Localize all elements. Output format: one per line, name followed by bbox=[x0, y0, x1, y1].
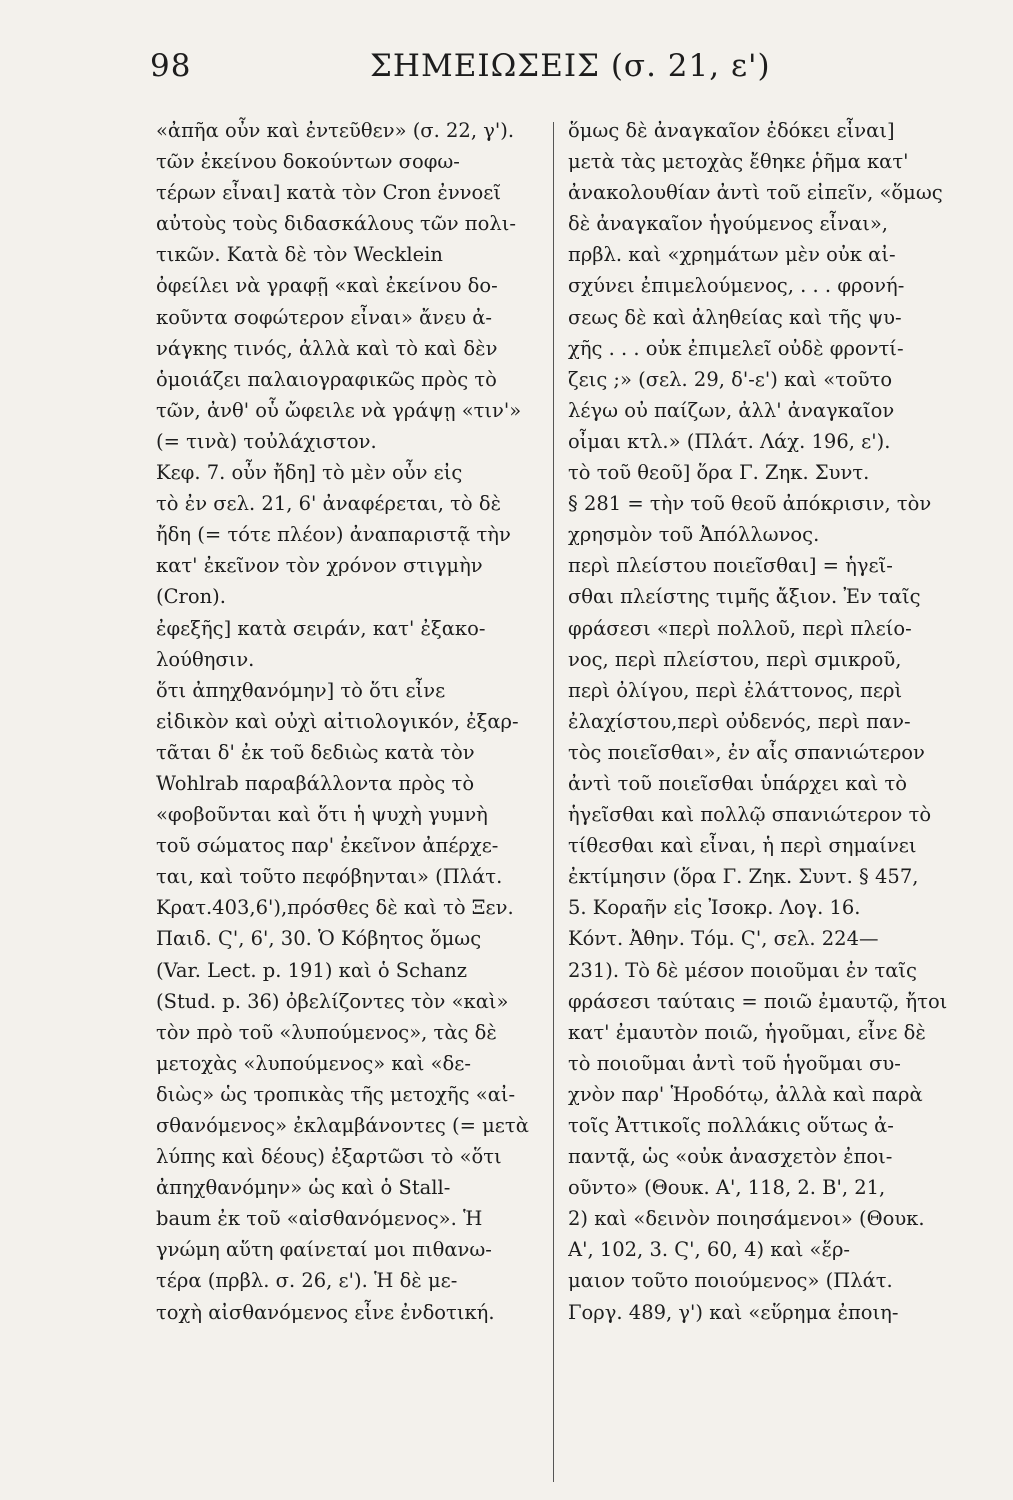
text-line: χῆς . . . οὐκ ἐπιμελεῖ οὐδὲ φροντί- bbox=[568, 336, 904, 360]
text-line: 2) καὶ «δεινὸν ποιησάμενοι» (Θουκ. bbox=[568, 1207, 925, 1231]
text-line: τοῖς Ἀττικοῖς πολλάκις οὕτως ἀ- bbox=[568, 1114, 894, 1137]
text-line: σθανόμενος» ἐκλαμβάνοντες (= μετὰ bbox=[156, 1114, 529, 1137]
text-line: ὅμως δὲ ἀναγκαῖον ἐδόκει εἶναι] bbox=[568, 119, 895, 142]
text-line: τὸ ἐν σελ. 21, 6' ἀναφέρεται, τὸ δὲ bbox=[156, 492, 502, 516]
text-line: ὁμοιάζει παλαιογραφικῶς πρὸς τὸ bbox=[156, 367, 497, 391]
text-line: «φοβοῦνται καὶ ὅτι ἡ ψυχὴ γυμνὴ bbox=[156, 803, 488, 827]
text-line: τὸ τοῦ θεοῦ] ὅρα Γ. Ζηκ. Συντ. bbox=[568, 461, 870, 485]
text-line: τὸ ποιοῦμαι ἀντὶ τοῦ ἡγοῦμαι συ- bbox=[568, 1051, 901, 1075]
text-line: μαιον τοῦτο ποιούμενος» (Πλάτ. bbox=[568, 1269, 893, 1293]
page-header bbox=[150, 48, 940, 96]
text-line: λύπης καὶ δέους) ἐξαρτῶσι τὸ «ὅτι bbox=[156, 1145, 502, 1169]
text-line: κοῦντα σοφώτερον εἶναι» ἄνευ ἀ- bbox=[156, 305, 493, 329]
text-line: ται, καὶ τοῦτο πεφόβηνται» (Πλάτ. bbox=[156, 865, 503, 889]
text-line: πρβλ. καὶ «χρημάτων μὲν οὐκ αἰ- bbox=[568, 243, 896, 267]
text-line: μετοχὰς «λυπούμενος» καὶ «δε- bbox=[156, 1051, 471, 1075]
page-number: 98 bbox=[150, 48, 192, 84]
text-line: ἐλαχίστου,περὶ οὐδενός, περὶ παν- bbox=[568, 709, 911, 733]
text-line: τὸν πρὸ τοῦ «λυπούμενος», τὰς δὲ bbox=[156, 1020, 497, 1044]
text-line: τίθεσθαι καὶ εἶναι, ἡ περὶ σημαίνει bbox=[568, 834, 917, 858]
text-line: λούθησιν. bbox=[156, 647, 255, 671]
text-line: τοῦ σώματος παρ' ἐκεῖνον ἀπέρχε- bbox=[156, 834, 499, 858]
text-line: ὅτι ἀπηχθανόμην] τὸ ὅτι εἶνε bbox=[156, 678, 446, 702]
text-line: τῶν, ἀνθ' οὗ ὤφειλε νὰ γράψῃ «τιν'» bbox=[156, 398, 522, 422]
text-line: ἀπηχθανόμην» ὡς καὶ ὁ Stall- bbox=[156, 1176, 451, 1200]
text-line: Γοργ. 489, γ') καὶ «εὕρημα ἐποιη- bbox=[568, 1300, 899, 1324]
text-line: κατ' ἐκεῖνον τὸν χρόνον στιγμὴν bbox=[156, 554, 483, 578]
text-line: Κεφ. 7. οὖν ἤδη] τὸ μὲν οὖν εἰς bbox=[156, 461, 463, 485]
text-line: τέρα (πρβλ. σ. 26, ε'). Ἡ δὲ με- bbox=[156, 1269, 458, 1293]
text-line: μετὰ τὰς μετοχὰς ἔθηκε ῥῆμα κατ' bbox=[568, 150, 909, 174]
text-line: Παιδ. Ϛ', 6', 30. Ὁ Κόβητος ὅμως bbox=[156, 927, 482, 951]
running-title: ΣΗΜΕΙΩΣΕΙΣ (σ. 21, ε') bbox=[370, 48, 771, 84]
text-line: ὀφείλει νὰ γραφῇ «καὶ ἐκείνου δο- bbox=[156, 274, 498, 298]
text-line: ἐκτίμησιν (ὅρα Γ. Ζηκ. Συντ. § 457, bbox=[568, 865, 919, 889]
text-line: τῶν ἐκείνου δοκούντων σοφω- bbox=[156, 150, 460, 174]
text-line: φράσεσι «περὶ πολλοῦ, περὶ πλείο- bbox=[568, 616, 912, 640]
text-line: εἰδικὸν καὶ οὐχὶ αἰτιολογικόν, ἐξαρ- bbox=[156, 709, 519, 733]
column-divider bbox=[553, 122, 554, 1482]
text-line: τοχὴ αἰσθανόμενος εἶνε ἐνδοτική. bbox=[156, 1300, 495, 1324]
text-line: 231). Τὸ δὲ μέσον ποιοῦμαι ἐν ταῖς bbox=[568, 958, 917, 982]
text-line: χνὸν παρ' Ἡροδότῳ, ἀλλὰ καὶ παρὰ bbox=[568, 1082, 923, 1106]
right-column bbox=[568, 115, 963, 1328]
text-line: (Stud. p. 36) ὀβελίζοντες τὸν «καὶ» bbox=[156, 989, 509, 1013]
text-line: Κρατ.403,6'),πρόσθες δὲ καὶ τὸ Ξεν. bbox=[156, 896, 514, 920]
text-line: σχύνει ἐπιμελούμενος, . . . φρονή- bbox=[568, 274, 905, 298]
text-line: φράσεσι ταύταις = ποιῶ ἐμαυτῷ, ἤτοι bbox=[568, 989, 948, 1013]
text-line: (= τινὰ) τοὐλάχιστον. bbox=[156, 429, 377, 453]
text-line: τᾶται δ' ἐκ τοῦ δεδιὼς κατὰ τὸν bbox=[156, 740, 475, 764]
text-line: νάγκης τινός, ἀλλὰ καὶ τὸ καὶ δὲν bbox=[156, 336, 498, 360]
text-line: τὸς ποιεῖσθαι», ἐν αἷς σπανιώτερον bbox=[568, 740, 925, 764]
text-line: ἡγεῖσθαι καὶ πολλῷ σπανιώτερον τὸ bbox=[568, 803, 932, 827]
text-line: χρησμὸν τοῦ Ἀπόλλωνος. bbox=[568, 523, 820, 547]
text-line: αὐτοὺς τοὺς διδασκάλους τῶν πολι- bbox=[156, 212, 516, 236]
text-line: ἤδη (= τότε πλέον) ἀναπαριστᾷ τὴν bbox=[156, 523, 511, 547]
text-line: οἶμαι κτλ.» (Πλάτ. Λάχ. 196, ε'). bbox=[568, 429, 891, 453]
text-line: κατ' ἐμαυτὸν ποιῶ, ἡγοῦμαι, εἶνε δὲ bbox=[568, 1020, 926, 1044]
text-line: λέγω οὐ παίζων, ἀλλ' ἀναγκαῖον bbox=[568, 398, 895, 422]
text-line: τέρων εἶναι] κατὰ τὸν Cron ἐννοεῖ bbox=[156, 181, 502, 205]
text-line: περὶ ὀλίγου, περὶ ἐλάττονος, περὶ bbox=[568, 678, 903, 702]
text-line: § 281 = τὴν τοῦ θεοῦ ἀπόκρισιν, τὸν bbox=[568, 492, 932, 516]
text-line: περὶ πλείστου ποιεῖσθαι] = ἡγεῖ- bbox=[568, 554, 893, 578]
text-line: baum ἐκ τοῦ «αἰσθανόμενος». Ἡ bbox=[156, 1207, 483, 1231]
text-line: σθαι πλείστης τιμῆς ἄξιον. Ἐν ταῖς bbox=[568, 585, 921, 609]
text-line: ἀνακολουθίαν ἀντὶ τοῦ εἰπεῖν, «ὅμως bbox=[568, 181, 943, 205]
text-line: (Var. Lect. p. 191) καὶ ὁ Schanz bbox=[156, 958, 468, 982]
text-line: Wohlrab παραβάλλοντα πρὸς τὸ bbox=[156, 771, 475, 795]
text-line: Κόντ. Ἀθην. Τόμ. Ϛ', σελ. 224— bbox=[568, 927, 879, 951]
text-line: οῦντο» (Θουκ. Α', 118, 2. Β', 21, bbox=[568, 1176, 886, 1200]
text-line: τικῶν. Κατὰ δὲ τὸν Wecklein bbox=[156, 243, 443, 267]
text-line: (Cron). bbox=[156, 585, 226, 609]
text-line: ζεις ;» (σελ. 29, δ'-ε') καὶ «τοῦτο bbox=[568, 367, 893, 391]
text-line: δὲ ἀναγκαῖον ἡγούμενος εἶναι», bbox=[568, 212, 889, 236]
text-line: νος, περὶ πλείστου, περὶ σμικροῦ, bbox=[568, 647, 902, 671]
text-line: διὼς» ὡς τροπικὰς τῆς μετοχῆς «αἰ- bbox=[156, 1082, 516, 1106]
text-line: παντᾷ, ὡς «οὐκ ἀνασχετὸν ἐποι- bbox=[568, 1145, 893, 1169]
text-line: σεως δὲ καὶ ἀληθείας καὶ τῆς ψυ- bbox=[568, 305, 902, 329]
left-column bbox=[156, 115, 551, 1328]
text-line: ἐφεξῆς] κατὰ σειράν, κατ' ἐξακο- bbox=[156, 616, 486, 640]
text-line: Α', 102, 3. Ϛ', 60, 4) καὶ «ἕρ- bbox=[568, 1238, 851, 1262]
text-line: «ἀπῆα οὖν καὶ ἐντεῦθεν» (σ. 22, γ'). bbox=[156, 119, 515, 142]
text-line: γνώμη αὕτη φαίνεταί μοι πιθανω- bbox=[156, 1238, 492, 1262]
text-line: 5. Κοραῆν εἰς Ἰσοκρ. Λογ. 16. bbox=[568, 896, 861, 920]
text-line: ἀντὶ τοῦ ποιεῖσθαι ὑπάρχει καὶ τὸ bbox=[568, 771, 908, 795]
